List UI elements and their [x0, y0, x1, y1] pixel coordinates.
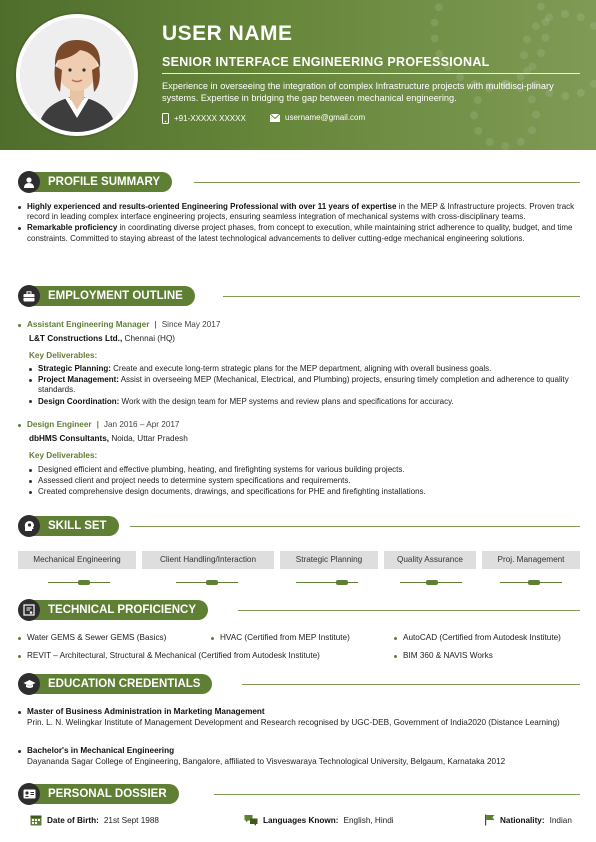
skill-level-bar: [296, 582, 358, 583]
skill-level-marker: [528, 580, 540, 585]
section-title: EDUCATION CREDENTIALS: [32, 674, 212, 694]
degree: Master of Business Administration in Marketing Management: [27, 707, 265, 716]
list-item: HVAC (Certified from MEP Institute): [211, 633, 350, 642]
speech-bubbles-icon: [244, 814, 258, 826]
list-item: Water GEMS & Sewer GEMS (Basics): [18, 633, 166, 642]
job-role: Design Engineer: [27, 420, 92, 429]
skill-item: Client Handling/Interaction: [142, 551, 274, 569]
header-banner: [0, 0, 596, 150]
institution: Prin. L. N. Welingkar Institute of Management Development and Research recognised by UGC-DEB, Government of India2020 (Distance Learning): [27, 717, 560, 727]
email-contact: [270, 113, 365, 122]
skill-item: Proj. Management: [482, 551, 580, 569]
section-rule: [223, 296, 580, 297]
section-title: PROFILE SUMMARY: [32, 172, 172, 192]
education-entry: [18, 746, 580, 767]
calendar-icon: [30, 814, 42, 826]
section-employment-outline: [18, 285, 580, 307]
id-card-icon: [18, 783, 40, 805]
skill-item: Quality Assurance: [384, 551, 476, 569]
flag-icon: [484, 814, 495, 826]
list-item: Design Coordination: Work with the design team for MEP systems and review plans and specifications for accuracy.: [29, 397, 569, 407]
job-header: Design Engineer | Jan 2016 – Apr 2017: [18, 420, 179, 429]
list-item: Strategic Planning: Create and execute long-term strategic plans for the MEP department, aligning with overall business goals.: [29, 364, 569, 374]
languages-known: Languages Known: English, Hindi: [244, 814, 394, 826]
header-intro: Experience in overseeing the integration of complex Infrastructure projects with multidisci-plinary systems. Expertise in bridging the gap between mechanical engineering.: [162, 81, 554, 103]
nationality: Nationality: Indian: [484, 814, 572, 826]
profile-summary-list: [18, 202, 580, 245]
key-deliverables-label: Key Deliverables:: [29, 351, 98, 360]
job-company: L&T Constructions Ltd., Chennai (HQ): [29, 334, 176, 343]
job-deliverables-list: [29, 364, 569, 408]
section-title: TECHNICAL PROFICIENCY: [32, 600, 208, 620]
section-title: PERSONAL DOSSIER: [32, 784, 179, 804]
section-skill-set: [18, 515, 580, 537]
section-title: EMPLOYMENT OUTLINE: [32, 286, 195, 306]
head-gear-icon: [18, 515, 40, 537]
job-role: Assistant Engineering Manager: [27, 320, 150, 329]
section-rule: [194, 182, 580, 183]
skill-level-marker: [206, 580, 218, 585]
list-item: Designed efficient and effective plumbing, heating, and firefighting systems for various building projects.: [29, 465, 569, 475]
skill-level-marker: [78, 580, 90, 585]
mobile-phone-icon: [162, 113, 169, 124]
list-item: Project Management: Assist in overseeing MEP (Mechanical, Electrical, and Plumbing) projects, ensuring timely completion and adherence to quality standards.: [29, 375, 569, 395]
section-rule: [130, 526, 580, 527]
avatar-icon: [20, 18, 134, 132]
institution: Dayananda Sagar College of Engineering, Bangalore, affiliated to Visveswaraya Technological University, Belgaum, Karnataka 2012: [27, 756, 506, 766]
list-item: Assessed client and project needs to determine system specifications and requirements.: [29, 476, 569, 486]
job-date: Since May 2017: [161, 320, 221, 329]
graduation-cap-icon: [18, 673, 40, 695]
job-deliverables-list: [29, 465, 569, 499]
degree: Bachelor's in Mechanical Engineering: [27, 746, 175, 755]
job-header: Assistant Engineering Manager | Since May 2017: [18, 320, 220, 329]
phone-number[interactable]: +91-XXXXX XXXXX: [174, 114, 246, 123]
user-icon: [18, 171, 40, 193]
avatar: [16, 14, 138, 136]
job-date: Jan 2016 – Apr 2017: [103, 420, 180, 429]
section-title: SKILL SET: [32, 516, 119, 536]
envelope-icon: [270, 114, 280, 122]
section-education-credentials: [18, 673, 580, 695]
phone-contact: [162, 113, 246, 124]
list-item: Remarkable proficiency in coordinating diverse project phases, from concept to execution, while maintaining strict adherence to quality, budget, and time constraints. Committed to staying abreast of the latest technological advancements to deliver cutting-edge mechanical engineering solutions.: [18, 223, 580, 243]
list-item: BIM 360 & NAVIS Works: [394, 651, 493, 660]
section-rule: [238, 610, 580, 611]
key-deliverables-label: Key Deliverables:: [29, 451, 98, 460]
list-item: Created comprehensive design documents, drawings, and specifications for PHE and firefighting installations.: [29, 487, 569, 497]
education-entry: [18, 707, 580, 728]
section-personal-dossier: [18, 783, 580, 805]
email-address[interactable]: username@gmail.com: [285, 113, 366, 122]
date-of-birth: Date of Birth: 21st Sept 1988: [30, 814, 159, 826]
job-company: dbHMS Consultants, Noida, Uttar Pradesh: [29, 434, 188, 443]
candidate-name: USER NAME: [162, 22, 293, 45]
list-item: Highly experienced and results-oriented Engineering Professional with over 11 years of expertise in the MEP & Infrastructure projects. Proven track record in leading complex interface engineering projects, ensuring seamless integration of mechanical systems with cross-disciplinary teams.: [18, 202, 580, 222]
section-profile-summary: [18, 171, 580, 193]
header-divider: [162, 73, 580, 74]
section-rule: [242, 684, 580, 685]
candidate-title: SENIOR INTERFACE ENGINEERING PROFESSIONAL: [162, 55, 490, 69]
list-item: REVIT – Architectural, Structural & Mechanical (Certified from Autodesk Institute): [18, 651, 320, 660]
skill-item: Mechanical Engineering: [18, 551, 136, 569]
briefcase-icon: [18, 285, 40, 307]
skill-level-marker: [336, 580, 348, 585]
skill-level-marker: [426, 580, 438, 585]
section-rule: [214, 794, 580, 795]
list-item: AutoCAD (Certified from Autodesk Institute): [394, 633, 561, 642]
skill-row: [18, 551, 580, 569]
skill-item: Strategic Planning: [280, 551, 378, 569]
certificate-icon: [18, 599, 40, 621]
section-technical-proficiency: [18, 599, 580, 621]
